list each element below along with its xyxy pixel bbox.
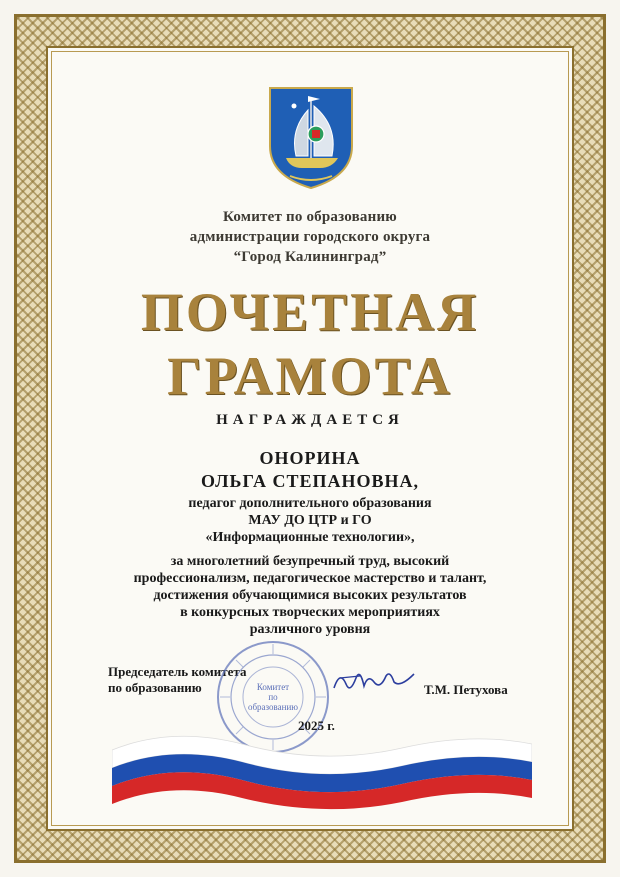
awarded-label: НАГРАЖДАЕТСЯ xyxy=(216,412,404,428)
title-line-2: ГРАМОТА xyxy=(167,346,453,406)
signature-icon xyxy=(330,664,418,700)
position-line-3: «Информационные технологии», xyxy=(205,530,415,545)
organization-line-1: Комитет по образованию xyxy=(223,209,397,225)
position-line-2: МАУ ДО ЦТР и ГО xyxy=(248,513,372,528)
stamp-line-3: образованию xyxy=(247,702,299,712)
coat-of-arms-icon xyxy=(268,86,354,190)
signer-name: Т.М. Петухова xyxy=(424,682,508,697)
reason-line-1: за многолетний безупречный труд, высокий xyxy=(170,554,450,569)
recipient-given-names: ОЛЬГА СТЕПАНОВНА, xyxy=(201,471,419,491)
signer-title-line-1: Председатель комитета xyxy=(108,664,247,679)
year-label: 2025 г. xyxy=(298,718,335,733)
reason-line-2: профессионализм, педагогическое мастерство и талант, xyxy=(133,571,487,586)
title-line-1: ПОЧЕТНАЯ xyxy=(140,282,480,342)
organization-line-2: администрации городского округа xyxy=(189,229,431,245)
reason-line-5: различного уровня xyxy=(249,622,371,637)
stamp-line-2: по xyxy=(268,692,278,702)
organization-line-3: “Город Калининград” xyxy=(233,249,387,265)
position-line-1: педагог дополнительного образования xyxy=(188,496,432,511)
reason-line-3: достижения обучающимися высоких результатов xyxy=(153,588,467,603)
signer-title-line-2: по образованию xyxy=(108,680,202,695)
stamp-line-1: Комитет xyxy=(256,682,290,692)
reason-line-4: в конкурсных творческих мероприятиях xyxy=(180,605,440,620)
recipient-surname: ОНОРИНА xyxy=(259,448,361,468)
